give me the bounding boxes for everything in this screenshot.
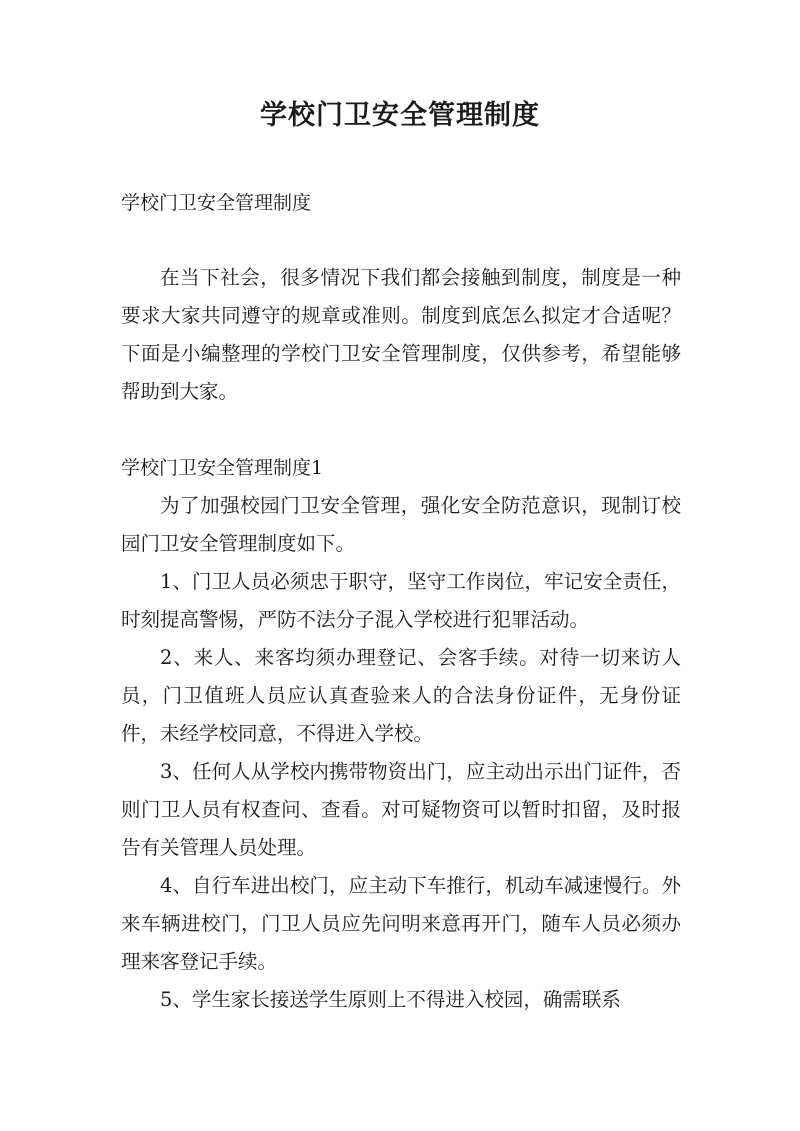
section-paragraph: 为了加强校园门卫安全管理，强化安全防范意识，现制订校园门卫安全管理制度如下。 bbox=[121, 494, 681, 555]
document-subtitle: 学校门卫安全管理制度 bbox=[121, 192, 312, 214]
section-body bbox=[121, 487, 681, 1019]
document-title: 学校门卫安全管理制度 bbox=[260, 100, 540, 131]
intro-paragraph: 在当下社会，很多情况下我们都会接触到制度，制度是一种要求大家共同遵守的规章或准则。制度到底怎么拟定才合适呢？下面是小编整理的学校门卫安全管理制度，仅供参考，希望能够帮助到大家。 bbox=[121, 266, 681, 403]
intro-block bbox=[121, 259, 681, 411]
section-paragraph: 1、门卫人员必须忠于职守，坚守工作岗位，牢记安全责任，时刻提高警惕，严防不法分子混入学校进行犯罪活动。 bbox=[121, 570, 681, 631]
section-paragraph: 3、任何人从学校内携带物资出门，应主动出示出门证件，否则门卫人员有权查问、查看。对可疑物资可以暂时扣留，及时报告有关管理人员处理。 bbox=[121, 760, 681, 859]
section-paragraph: 5、学生家长接送学生原则上不得进入校园，确需联系 bbox=[160, 988, 621, 1011]
section-paragraph: 4、自行车进出校门，应主动下车推行，机动车减速慢行。外来车辆进校门，门卫人员应先问明来意再开门，随车人员必须办理来客登记手续。 bbox=[121, 874, 681, 973]
section-heading: 学校门卫安全管理制度1 bbox=[121, 457, 324, 479]
section-paragraph: 2、来人、来客均须办理登记、会客手续。对待一切来访人员，门卫值班人员应认真查验来人的合法身份证件，无身份证件，未经学校同意，不得进入学校。 bbox=[121, 646, 681, 745]
